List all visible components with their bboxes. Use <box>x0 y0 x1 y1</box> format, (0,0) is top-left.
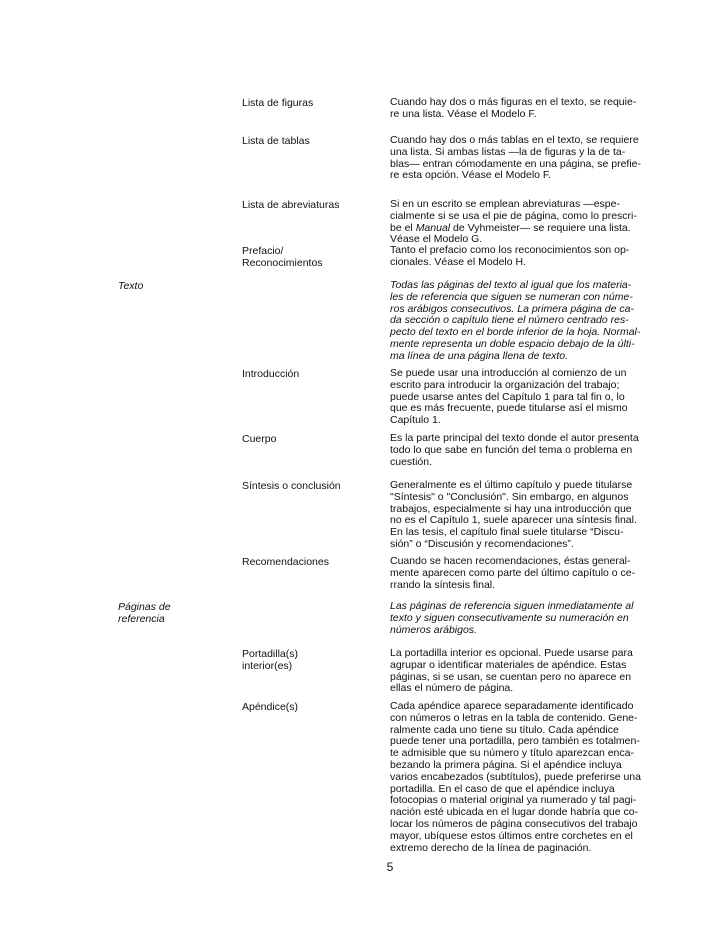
description <box>390 368 660 427</box>
description-line: texto y siguen consecutivamente su numeración en <box>390 611 629 624</box>
description-line: con números o letras en la tabla de contenido. Gene- <box>390 711 638 724</box>
description-line: Cuando se hacen recomendaciones, éstas general- <box>390 555 631 567</box>
term-line: Lista de tablas <box>242 135 310 147</box>
description-line: mayor, ubíquese estos últimos entre corchetes en el <box>390 829 633 842</box>
section-heading: Páginas de referencia <box>118 601 171 625</box>
description <box>390 601 660 636</box>
description-line: cialmente si se usa el pie de página, como lo prescri- <box>390 209 637 222</box>
description-line: te admisible que su número y título aparezcan enca- <box>390 747 634 760</box>
description-line: ma línea de una página llena de texto. <box>390 349 569 362</box>
description-line: páginas, si se usan, se cuentan pero no aparece en <box>390 670 632 683</box>
description-line: re una lista. Véase el Modelo F. <box>390 107 537 120</box>
term-line: Síntesis o conclusión <box>242 480 341 492</box>
term-line: Lista de figuras <box>242 97 314 109</box>
description-line: cionales. Véase el Modelo H. <box>390 255 526 268</box>
description-line: Cuando hay dos o más tablas en el texto, se requiere <box>390 134 639 146</box>
page-number: 5 <box>386 860 394 874</box>
term-line: Introducción <box>242 368 300 380</box>
description-line: Es la parte principal del texto donde el autor presenta <box>390 432 639 444</box>
description-line: be el Manual de Vyhmeister— se requiere una lista. <box>390 221 631 234</box>
description-line: que es más frecuente, puede titularse así el mismo <box>390 402 628 415</box>
term-label <box>242 368 382 380</box>
term-label <box>242 245 382 269</box>
term-label <box>242 648 382 672</box>
description-line: En las tesis, el capítulo final suele titularse “Discu- <box>390 526 624 539</box>
description-line: cuestión. <box>390 455 433 468</box>
description-line: ellas el número de página. <box>390 682 514 695</box>
term-label <box>242 701 382 713</box>
description <box>390 280 660 363</box>
description-line: trabajos, especialmente si hay una introducción que <box>390 502 632 515</box>
description-line: Todas las páginas del texto al igual que los materia- <box>390 279 632 291</box>
description-line: ralmente cada uno tiene su título. Cada apéndice <box>390 723 619 736</box>
term-line: Lista de abreviaturas <box>242 199 340 211</box>
description <box>390 245 660 269</box>
description-line: Generalmente es el último capítulo y puede titularse <box>390 479 633 491</box>
description <box>390 701 660 854</box>
description-line: mente aparecen como parte del último capítulo o ce- <box>390 566 636 579</box>
description-line: da sección o capítulo tiene el número centrado res- <box>390 314 629 327</box>
description-line: números arábigos. <box>390 623 477 636</box>
description-line: extremo derecho de la línea de paginación. <box>390 841 592 854</box>
description <box>390 556 660 591</box>
description-line: re esta opción. Véase el Modelo F. <box>390 169 552 182</box>
description-line: blas— entran cómodamente en una página, se prefie- <box>390 157 641 170</box>
description-line: puede tener una portadilla, pero también es totalmen- <box>390 735 640 748</box>
description-line: puede usarse antes del Capítulo 1 para tal fin o, lo <box>390 390 625 403</box>
term-line: Cuerpo <box>242 433 277 445</box>
description-line: varios encabezados (subtítulos), puede preferirse una <box>390 770 641 783</box>
description-line: rrando la síntesis final. <box>390 578 496 591</box>
term-line: Recomendaciones <box>242 556 329 568</box>
section-heading: Texto <box>118 280 144 292</box>
description-line: todo lo que sabe en función del tema o problema en <box>390 443 633 456</box>
description-line: mente representa un doble espacio debajo de la últi- <box>390 337 635 350</box>
description-line: sión” o “Discusión y recomendaciones”. <box>390 537 574 550</box>
term-label <box>242 556 382 568</box>
description-line: Capítulo 1. <box>390 414 441 427</box>
term-label <box>242 97 382 109</box>
description-line: Si en un escrito se emplean abreviaturas —espe- <box>390 198 620 210</box>
description <box>390 97 660 121</box>
term-line: Reconocimientos <box>242 257 323 269</box>
term-line: Apéndice(s) <box>242 701 299 713</box>
description-line: les de referencia que siguen se numeran con núme- <box>390 290 633 303</box>
description-line: pecto del texto en el borde inferior de la hoja. Normal- <box>390 326 641 339</box>
description-line: Se puede usar una introducción al comienzo de un <box>390 367 627 379</box>
term-label <box>242 199 382 211</box>
term-label <box>242 135 382 147</box>
description-line: Cuando hay dos o más figuras en el texto, se requie- <box>390 96 637 108</box>
description <box>390 199 660 246</box>
description-line: nación esté ubicada en el lugar donde habría que co- <box>390 806 639 819</box>
description-line: ros arábigos consecutivos. La primera página de ca- <box>390 302 634 315</box>
description-line: Las páginas de referencia siguen inmediatamente al <box>390 600 634 612</box>
term-line: Portadilla(s) <box>242 648 299 660</box>
description-line: una lista. Si ambas listas —la de figuras y la de ta- <box>390 145 626 158</box>
description-line: no es el Capítulo 1, suele aparecer una síntesis final. <box>390 514 637 527</box>
description-line: fotocopias o material original ya numerado y tal pagi- <box>390 794 637 807</box>
description-line: portadilla. En el caso de que el apéndice incluya <box>390 782 615 795</box>
description-line: bezando la primera página. Si el apéndice incluya <box>390 758 622 771</box>
description <box>390 648 660 695</box>
term-line: Prefacio/ <box>242 245 284 257</box>
description-line: Tanto el prefacio como los reconocimientos son op- <box>390 244 630 256</box>
term-label <box>242 433 382 445</box>
term-line: interior(es) <box>242 660 293 672</box>
description <box>390 480 660 551</box>
description <box>390 433 660 468</box>
description-line: agrupar o identificar materiales de apéndice. Estas <box>390 658 627 671</box>
description-line: escrito para introducir la organización del trabajo; <box>390 378 620 391</box>
description-line: "Síntesis" o "Conclusión". Sin embargo, en algunos <box>390 490 629 503</box>
description <box>390 135 660 182</box>
description-line: La portadilla interior es opcional. Puede usarse para <box>390 647 633 659</box>
description-line: Véase el Modelo G. <box>390 233 483 246</box>
description-line: locar los números de página consecutivos del trabajo <box>390 817 638 830</box>
description-line: Cada apéndice aparece separadamente identificado <box>390 700 634 712</box>
term-label <box>242 480 382 492</box>
